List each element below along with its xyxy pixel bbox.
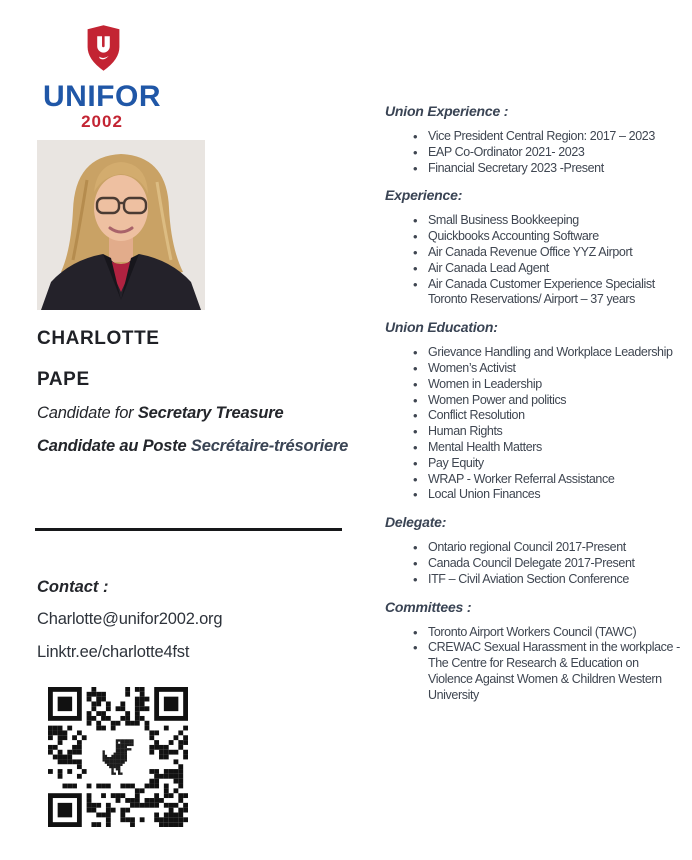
role-en-prefix: Candidate for	[37, 404, 138, 422]
bullet-item: • CREWAC Sexual Harassment in the workplace - The Centre for Research & Education on Violence Against Women & Children Western University	[428, 640, 681, 703]
unifor-shield-icon	[85, 22, 122, 78]
section-title: Committees :	[385, 598, 472, 615]
bullet-item: • Women’s Activist	[428, 361, 681, 377]
bullet-item: • Women Power and politics	[428, 393, 681, 409]
bullet-list	[385, 345, 681, 503]
bullet-item: • Pay Equity	[428, 456, 681, 472]
bullet-item: • Financial Secretary 2023 -Present	[428, 161, 681, 177]
bullet-list	[385, 213, 681, 308]
section-union-experience	[385, 103, 681, 176]
bullet-list	[385, 540, 681, 587]
section-committees	[385, 599, 681, 704]
role-fr-prefix: Candidate au Poste	[37, 437, 191, 455]
qr-code-image	[48, 686, 188, 828]
bullet-item: • Air Canada Customer Experience Specialist Toronto Reservations/ Airport – 37 years	[428, 277, 681, 309]
section-title: Experience:	[385, 187, 463, 204]
section-delegate	[385, 514, 681, 587]
bullet-item: • EAP Co-Ordinator 2021- 2023	[428, 145, 681, 161]
section-title: Delegate:	[385, 514, 447, 531]
bullet-item: • WRAP - Worker Referral Assistance	[428, 472, 681, 488]
section-experience	[385, 187, 681, 308]
local-number: 2002	[81, 112, 123, 131]
portrait-illustration	[37, 140, 205, 310]
bullet-list	[385, 129, 681, 176]
bullet-item: • Ontario regional Council 2017-Present	[428, 540, 681, 556]
section-title: Union Experience :	[385, 103, 509, 119]
bullet-item: • Small Business Bookkeeping	[428, 213, 681, 229]
candidate-first-name: CHARLOTTE	[37, 328, 160, 349]
section-union-education	[385, 319, 681, 503]
contact-heading: Contact :	[37, 578, 109, 596]
resume-sections	[385, 103, 681, 715]
bullet-item: • Human Rights	[428, 424, 681, 440]
bullet-item: • Canada Council Delegate 2017-Present	[428, 556, 681, 572]
role-line-french	[37, 437, 348, 456]
bullet-item: • ITF – Civil Aviation Section Conference	[428, 572, 681, 588]
unifor-wordmark: UNIFOR	[43, 80, 161, 113]
candidate-photo	[37, 140, 205, 310]
contact-linktree-url[interactable]: Linktr.ee/charlotte4fst	[37, 643, 190, 661]
bullet-item: • Air Canada Lead Agent	[428, 261, 681, 277]
bullet-item: • Grievance Handling and Workplace Leadership	[428, 345, 681, 361]
role-line-english	[37, 404, 283, 423]
bullet-item: • Local Union Finances	[428, 487, 681, 503]
role-fr-title: Secrétaire-trésoriere	[190, 437, 349, 455]
bullet-item: • Quickbooks Accounting Software	[428, 229, 681, 245]
qr-code	[48, 686, 188, 828]
contact-email[interactable]: Charlotte@unifor2002.org	[37, 610, 223, 628]
bullet-item: • Vice President Central Region: 2017 – 2023	[428, 129, 681, 145]
bullet-item: • Air Canada Revenue Office YYZ Airport	[428, 245, 681, 261]
bullet-item: • Women in Leadership	[428, 377, 681, 393]
role-en-title: Secretary Treasure	[137, 404, 284, 422]
bullet-item: • Conflict Resolution	[428, 408, 681, 424]
candidate-last-name: PAPE	[37, 369, 90, 390]
bullet-list	[385, 625, 681, 704]
bullet-item: • Toronto Airport Workers Council (TAWC)	[428, 625, 681, 641]
section-title: Union Education:	[385, 319, 498, 336]
bullet-item: • Mental Health Matters	[428, 440, 681, 456]
divider-line	[35, 528, 342, 531]
